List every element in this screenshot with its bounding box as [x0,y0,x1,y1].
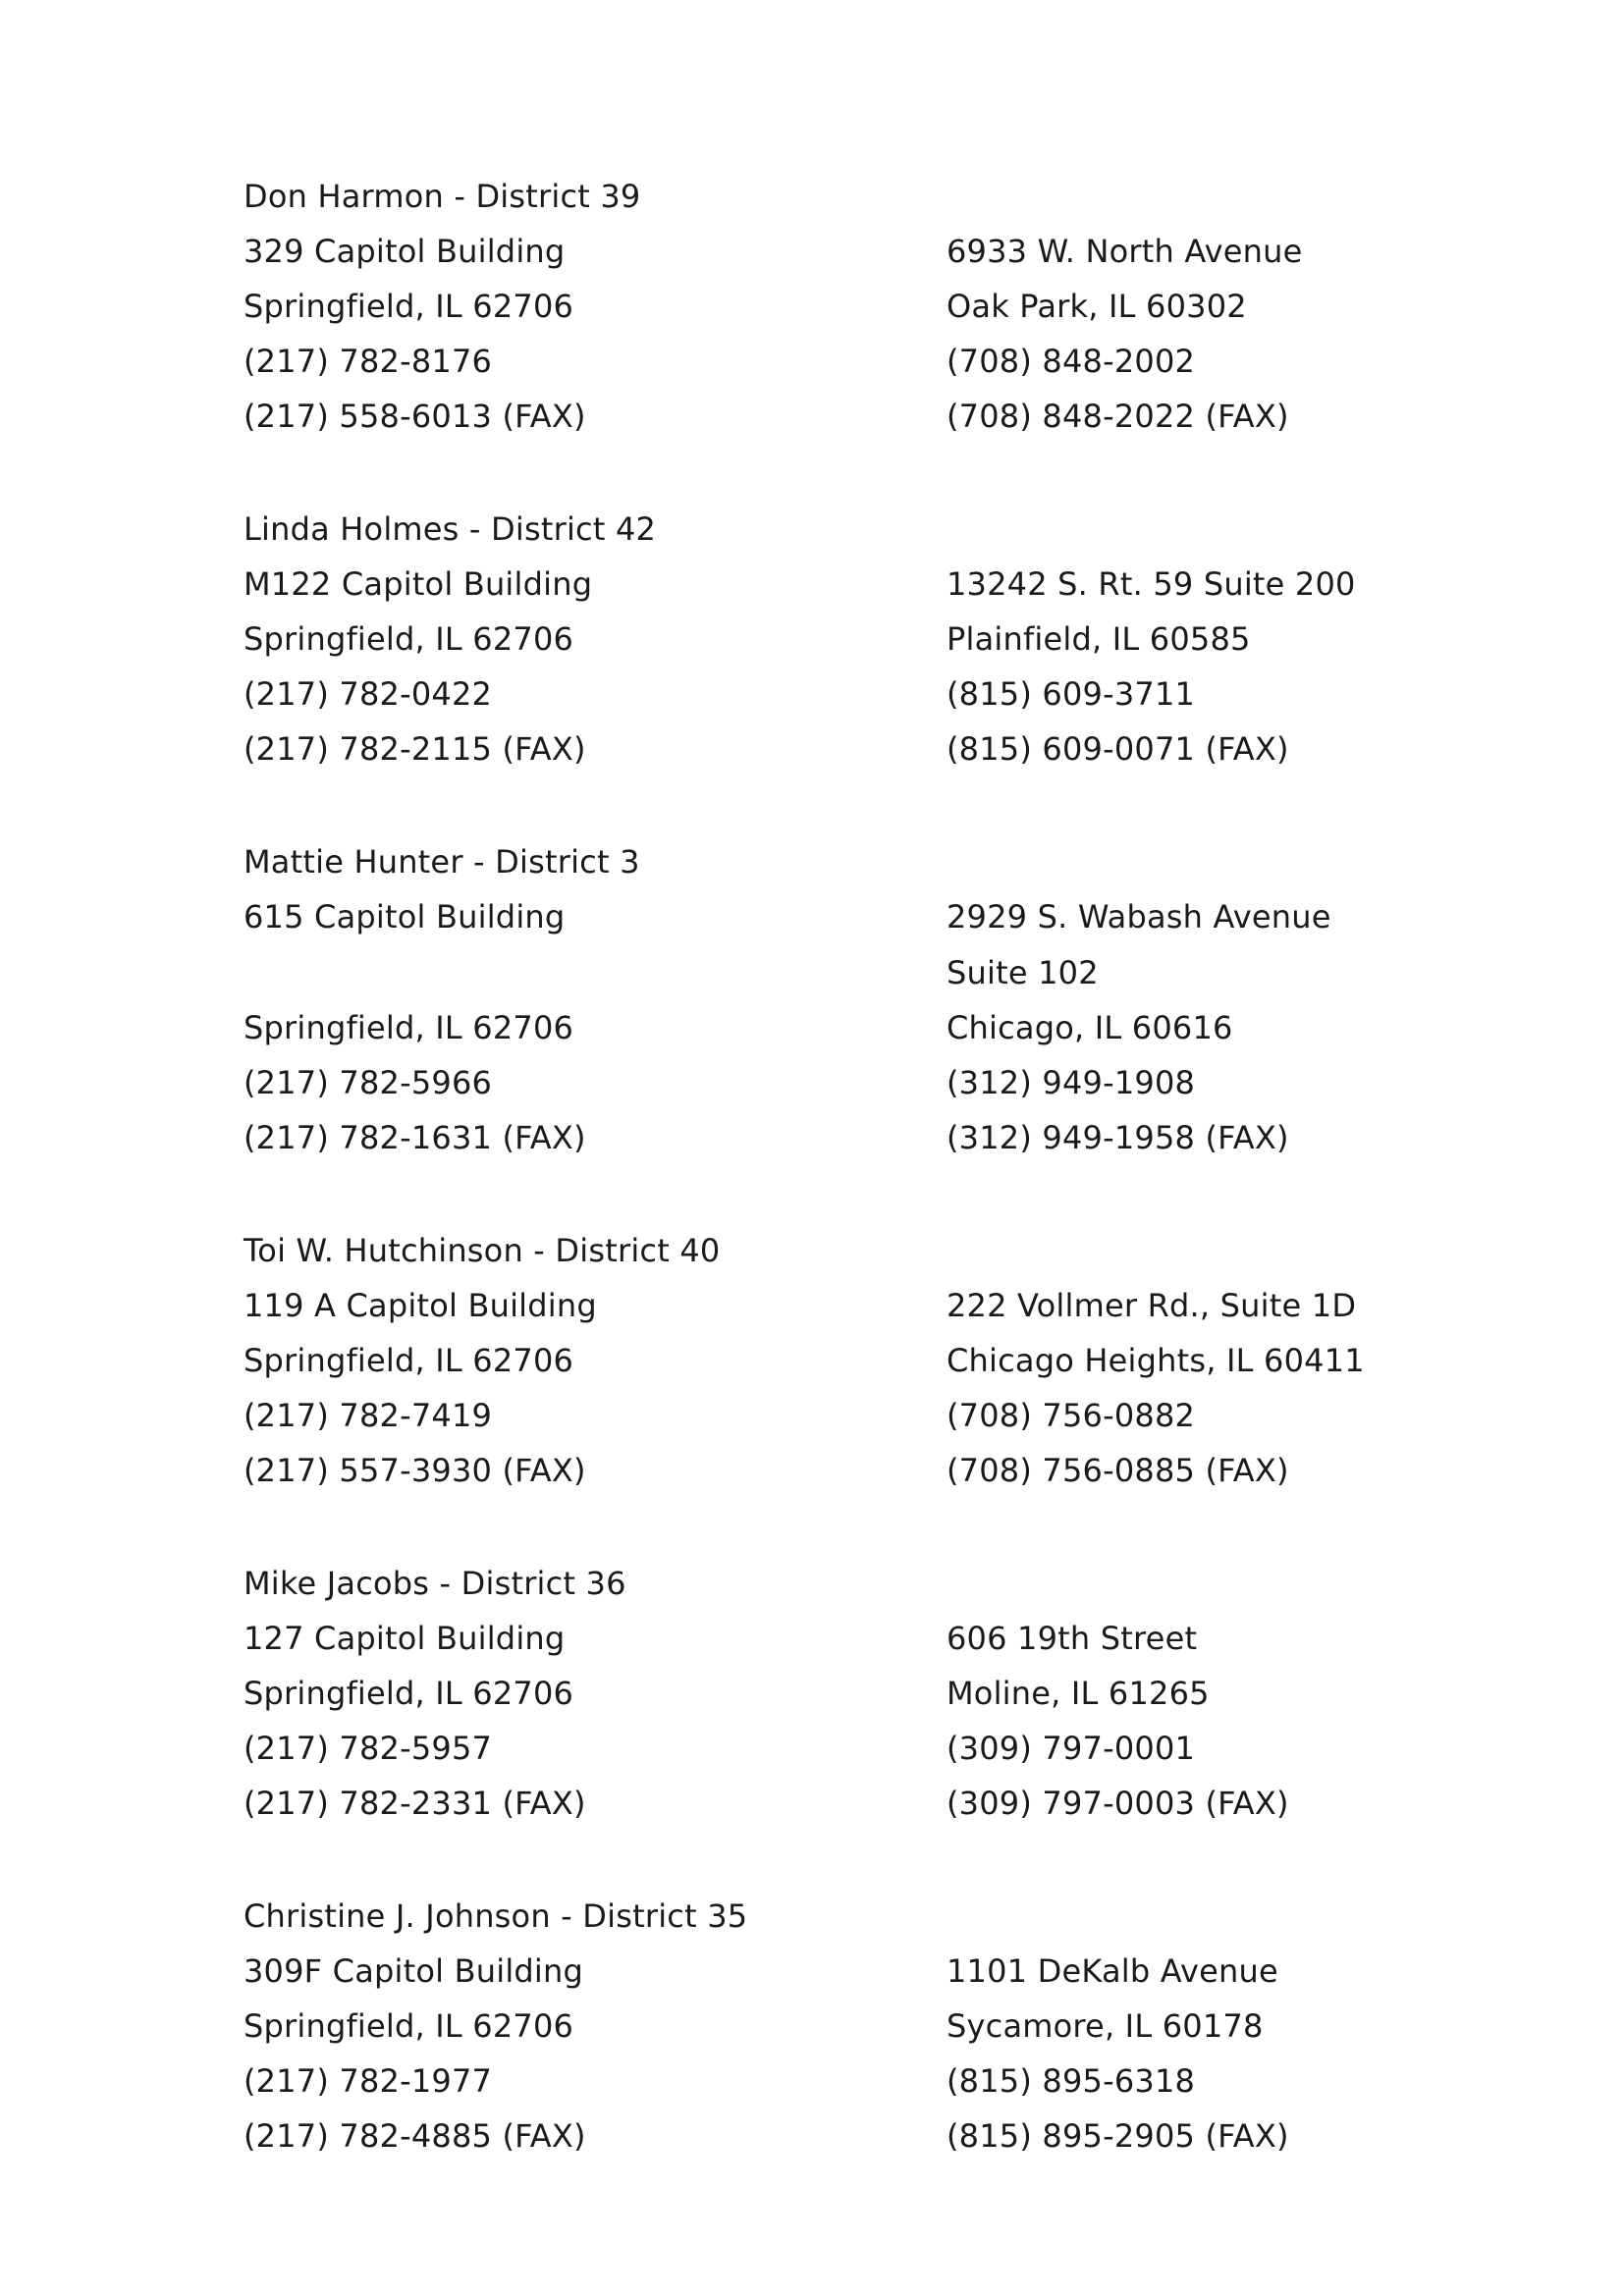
capitol-fax: (217) 782-1631 (FAX) [244,1119,586,1156]
district-address-line: 1101 DeKalb Avenue [947,1952,1278,1990]
capitol-city-line: Springfield, IL 62706 [244,2007,574,2045]
district-phone: (815) 895-6318 [947,2062,1196,2100]
district-fax: (815) 609-0071 (FAX) [947,730,1289,768]
district-city-line: Plainfield, IL 60585 [947,620,1251,658]
capitol-fax: (217) 558-6013 (FAX) [244,398,586,435]
district-city-line: Sycamore, IL 60178 [947,2007,1264,2045]
capitol-city-line: Springfield, IL 62706 [244,1342,574,1379]
district-address-line: 2929 S. Wabash Avenue [947,898,1331,935]
district-fax: (815) 895-2905 (FAX) [947,2117,1289,2155]
entry-heading: Don Harmon - District 39 [244,178,641,215]
district-fax: (708) 756-0885 (FAX) [947,1452,1289,1489]
district-address-line: 6933 W. North Avenue [947,233,1303,270]
capitol-phone: (217) 782-7419 [244,1397,493,1434]
district-phone: (815) 609-3711 [947,675,1196,713]
capitol-phone: (217) 782-1977 [244,2062,493,2100]
capitol-fax: (217) 782-2115 (FAX) [244,730,586,768]
district-address-line: 13242 S. Rt. 59 Suite 200 [947,565,1356,603]
district-city-line: Chicago Heights, IL 60411 [947,1342,1365,1379]
district-city-line: Moline, IL 61265 [947,1675,1210,1712]
capitol-address-line: 329 Capitol Building [244,233,566,270]
capitol-city-line: Springfield, IL 62706 [244,1009,574,1046]
capitol-phone: (217) 782-8176 [244,343,493,380]
district-city-line: Chicago, IL 60616 [947,1009,1233,1046]
entry-heading: Mattie Hunter - District 3 [244,843,640,881]
district-fax: (309) 797-0003 (FAX) [947,1785,1289,1822]
district-phone: (309) 797-0001 [947,1730,1196,1767]
district-address-line: 222 Vollmer Rd., Suite 1D [947,1287,1357,1324]
capitol-address-line: 615 Capitol Building [244,898,566,935]
district-fax: (708) 848-2022 (FAX) [947,398,1289,435]
entry-heading: Linda Holmes - District 42 [244,510,657,548]
district-phone: (312) 949-1908 [947,1064,1196,1101]
district-city-line: Oak Park, IL 60302 [947,288,1247,325]
capitol-city-line: Springfield, IL 62706 [244,1675,574,1712]
capitol-phone: (217) 782-0422 [244,675,493,713]
entry-heading: Christine J. Johnson - District 35 [244,1897,748,1935]
capitol-phone: (217) 782-5966 [244,1064,493,1101]
capitol-address-line: M122 Capitol Building [244,565,593,603]
capitol-phone: (217) 782-5957 [244,1730,493,1767]
capitol-fax: (217) 782-4885 (FAX) [244,2117,586,2155]
district-phone: (708) 848-2002 [947,343,1196,380]
district-suite-line: Suite 102 [947,954,1099,991]
entry-heading: Mike Jacobs - District 36 [244,1565,626,1602]
entry-heading: Toi W. Hutchinson - District 40 [244,1232,721,1269]
capitol-address-line: 127 Capitol Building [244,1620,566,1657]
capitol-fax: (217) 557-3930 (FAX) [244,1452,586,1489]
capitol-city-line: Springfield, IL 62706 [244,620,574,658]
capitol-fax: (217) 782-2331 (FAX) [244,1785,586,1822]
district-phone: (708) 756-0882 [947,1397,1196,1434]
district-fax: (312) 949-1958 (FAX) [947,1119,1289,1156]
capitol-address-line: 309F Capitol Building [244,1952,584,1990]
capitol-city-line: Springfield, IL 62706 [244,288,574,325]
district-address-line: 606 19th Street [947,1620,1198,1657]
capitol-address-line: 119 A Capitol Building [244,1287,597,1324]
